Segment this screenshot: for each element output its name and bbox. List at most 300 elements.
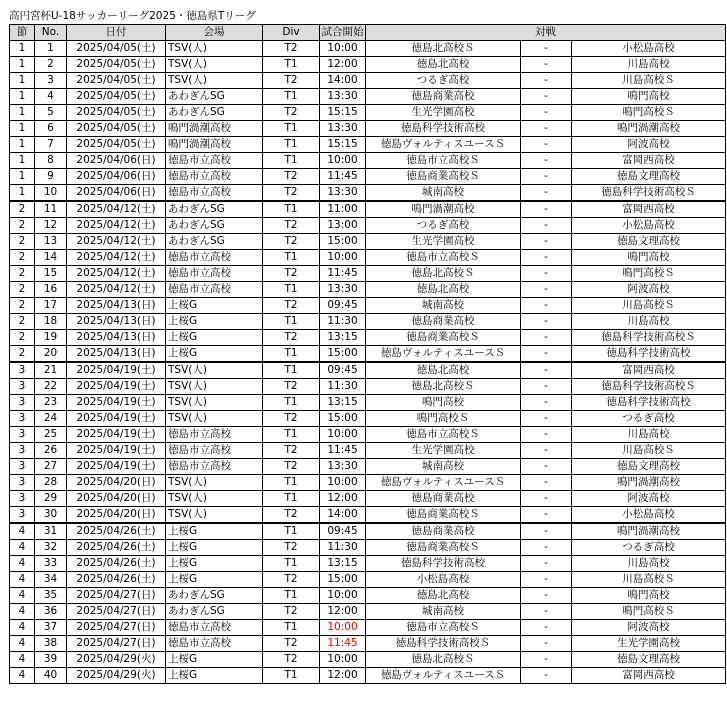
- cell-venue[interactable]: 上桜G: [166, 523, 263, 540]
- cell-sec[interactable]: 4: [10, 620, 35, 636]
- cell-div[interactable]: T2: [263, 330, 320, 346]
- cell-vs-dash[interactable]: -: [521, 234, 572, 250]
- cell-no[interactable]: 19: [35, 330, 67, 346]
- cell-away-team[interactable]: つるぎ高校: [572, 540, 726, 556]
- cell-date[interactable]: 2025/04/20(日): [67, 491, 166, 507]
- cell-time[interactable]: 13:15: [320, 556, 366, 572]
- cell-away-team[interactable]: 鳴門高校Ｓ: [572, 105, 726, 121]
- cell-date[interactable]: 2025/04/13(日): [67, 330, 166, 346]
- cell-date[interactable]: 2025/04/27(日): [67, 620, 166, 636]
- cell-vs-dash[interactable]: -: [521, 588, 572, 604]
- cell-venue[interactable]: 徳島市立高校: [166, 459, 263, 475]
- cell-time[interactable]: 15:00: [320, 234, 366, 250]
- cell-home-team[interactable]: 徳島商業高校Ｓ: [366, 169, 521, 185]
- cell-vs-dash[interactable]: -: [521, 556, 572, 572]
- cell-no[interactable]: 5: [35, 105, 67, 121]
- cell-no[interactable]: 38: [35, 636, 67, 652]
- cell-time[interactable]: 09:45: [320, 298, 366, 314]
- cell-div[interactable]: T2: [263, 73, 320, 89]
- cell-home-team[interactable]: 徳島科学技術高校: [366, 556, 521, 572]
- cell-venue[interactable]: TSV(人): [166, 362, 263, 379]
- cell-sec[interactable]: 3: [10, 475, 35, 491]
- cell-time[interactable]: 11:45: [320, 266, 366, 282]
- cell-time[interactable]: 11:45: [320, 443, 366, 459]
- cell-venue[interactable]: 上桜G: [166, 346, 263, 363]
- cell-away-team[interactable]: 富岡西高校: [572, 668, 726, 684]
- cell-sec[interactable]: 1: [10, 185, 35, 202]
- cell-no[interactable]: 32: [35, 540, 67, 556]
- cell-time[interactable]: 11:45: [320, 169, 366, 185]
- cell-venue[interactable]: あわぎんSG: [166, 201, 263, 218]
- cell-time[interactable]: 14:00: [320, 73, 366, 89]
- cell-venue[interactable]: 徳島市立高校: [166, 185, 263, 202]
- cell-venue[interactable]: 徳島市立高校: [166, 620, 263, 636]
- cell-home-team[interactable]: 徳島北高校Ｓ: [366, 652, 521, 668]
- cell-home-team[interactable]: 徳島ヴォルティスユースＳ: [366, 668, 521, 684]
- cell-div[interactable]: T1: [263, 427, 320, 443]
- cell-date[interactable]: 2025/04/12(土): [67, 201, 166, 218]
- cell-sec[interactable]: 4: [10, 652, 35, 668]
- cell-sec[interactable]: 3: [10, 395, 35, 411]
- cell-sec[interactable]: 2: [10, 234, 35, 250]
- cell-date[interactable]: 2025/04/26(土): [67, 523, 166, 540]
- cell-time[interactable]: 13:15: [320, 395, 366, 411]
- cell-venue[interactable]: 鳴門渦潮高校: [166, 137, 263, 153]
- cell-home-team[interactable]: 徳島商業高校Ｓ: [366, 330, 521, 346]
- cell-sec[interactable]: 2: [10, 218, 35, 234]
- cell-date[interactable]: 2025/04/12(土): [67, 282, 166, 298]
- cell-vs-dash[interactable]: -: [521, 620, 572, 636]
- cell-time[interactable]: 10:00: [320, 427, 366, 443]
- cell-time[interactable]: 13:00: [320, 218, 366, 234]
- cell-sec[interactable]: 3: [10, 507, 35, 524]
- cell-away-team[interactable]: 小松島高校: [572, 41, 726, 57]
- cell-time[interactable]: 13:30: [320, 282, 366, 298]
- cell-vs-dash[interactable]: -: [521, 572, 572, 588]
- cell-sec[interactable]: 2: [10, 266, 35, 282]
- cell-no[interactable]: 15: [35, 266, 67, 282]
- cell-vs-dash[interactable]: -: [521, 105, 572, 121]
- cell-no[interactable]: 35: [35, 588, 67, 604]
- cell-home-team[interactable]: 徳島商業高校: [366, 314, 521, 330]
- cell-home-team[interactable]: 城南高校: [366, 459, 521, 475]
- cell-away-team[interactable]: 阿波高校: [572, 282, 726, 298]
- cell-away-team[interactable]: 徳島文理高校: [572, 459, 726, 475]
- cell-vs-dash[interactable]: -: [521, 89, 572, 105]
- cell-div[interactable]: T1: [263, 314, 320, 330]
- cell-time[interactable]: 09:45: [320, 523, 366, 540]
- cell-sec[interactable]: 3: [10, 427, 35, 443]
- cell-div[interactable]: T2: [263, 266, 320, 282]
- cell-home-team[interactable]: 城南高校: [366, 185, 521, 202]
- header-date[interactable]: 日付: [67, 25, 166, 41]
- cell-date[interactable]: 2025/04/19(土): [67, 427, 166, 443]
- cell-away-team[interactable]: つるぎ高校: [572, 411, 726, 427]
- cell-away-team[interactable]: 徳島文理高校: [572, 234, 726, 250]
- cell-date[interactable]: 2025/04/26(土): [67, 540, 166, 556]
- cell-time[interactable]: 13:30: [320, 459, 366, 475]
- header-time[interactable]: 試合開始: [320, 25, 366, 41]
- cell-venue[interactable]: TSV(人): [166, 57, 263, 73]
- cell-away-team[interactable]: 徳島科学技術高校Ｓ: [572, 379, 726, 395]
- cell-div[interactable]: T2: [263, 298, 320, 314]
- cell-div[interactable]: T1: [263, 250, 320, 266]
- cell-time[interactable]: 13:30: [320, 121, 366, 137]
- cell-date[interactable]: 2025/04/26(土): [67, 572, 166, 588]
- cell-away-team[interactable]: 川島高校Ｓ: [572, 572, 726, 588]
- cell-sec[interactable]: 1: [10, 121, 35, 137]
- cell-venue[interactable]: 徳島市立高校: [166, 443, 263, 459]
- cell-home-team[interactable]: 徳島北高校Ｓ: [366, 379, 521, 395]
- cell-div[interactable]: T1: [263, 346, 320, 363]
- cell-date[interactable]: 2025/04/19(土): [67, 395, 166, 411]
- cell-away-team[interactable]: 鳴門渦潮高校: [572, 121, 726, 137]
- cell-venue[interactable]: TSV(人): [166, 379, 263, 395]
- cell-away-team[interactable]: 徳島科学技術高校: [572, 395, 726, 411]
- cell-no[interactable]: 4: [35, 89, 67, 105]
- cell-vs-dash[interactable]: -: [521, 185, 572, 202]
- cell-sec[interactable]: 3: [10, 459, 35, 475]
- cell-sec[interactable]: 2: [10, 250, 35, 266]
- cell-no[interactable]: 8: [35, 153, 67, 169]
- cell-no[interactable]: 20: [35, 346, 67, 363]
- cell-no[interactable]: 10: [35, 185, 67, 202]
- header-sec[interactable]: 節: [10, 25, 35, 41]
- cell-venue[interactable]: 鳴門渦潮高校: [166, 121, 263, 137]
- cell-venue[interactable]: 徳島市立高校: [166, 266, 263, 282]
- cell-div[interactable]: T1: [263, 153, 320, 169]
- cell-sec[interactable]: 3: [10, 379, 35, 395]
- cell-no[interactable]: 27: [35, 459, 67, 475]
- cell-div[interactable]: T2: [263, 459, 320, 475]
- cell-div[interactable]: T1: [263, 556, 320, 572]
- cell-div[interactable]: T2: [263, 507, 320, 524]
- cell-div[interactable]: T1: [263, 137, 320, 153]
- cell-sec[interactable]: 2: [10, 346, 35, 363]
- cell-home-team[interactable]: 徳島科学技術高校: [366, 121, 521, 137]
- cell-home-team[interactable]: 城南高校: [366, 298, 521, 314]
- cell-time[interactable]: 10:00: [320, 153, 366, 169]
- header-venue[interactable]: 会場: [166, 25, 263, 41]
- cell-home-team[interactable]: 徳島科学技術高校Ｓ: [366, 636, 521, 652]
- cell-home-team[interactable]: 徳島商業高校Ｓ: [366, 540, 521, 556]
- cell-sec[interactable]: 1: [10, 153, 35, 169]
- cell-date[interactable]: 2025/04/20(日): [67, 507, 166, 524]
- cell-sec[interactable]: 3: [10, 362, 35, 379]
- cell-div[interactable]: T2: [263, 652, 320, 668]
- cell-date[interactable]: 2025/04/05(土): [67, 73, 166, 89]
- cell-away-team[interactable]: 小松島高校: [572, 507, 726, 524]
- cell-time[interactable]: 10:00: [320, 250, 366, 266]
- cell-div[interactable]: T1: [263, 523, 320, 540]
- cell-time[interactable]: 11:30: [320, 314, 366, 330]
- cell-time[interactable]: 12:00: [320, 57, 366, 73]
- cell-venue[interactable]: 徳島市立高校: [166, 636, 263, 652]
- cell-no[interactable]: 26: [35, 443, 67, 459]
- cell-no[interactable]: 2: [35, 57, 67, 73]
- cell-sec[interactable]: 1: [10, 137, 35, 153]
- cell-vs-dash[interactable]: -: [521, 41, 572, 57]
- cell-no[interactable]: 25: [35, 427, 67, 443]
- cell-sec[interactable]: 4: [10, 604, 35, 620]
- cell-vs-dash[interactable]: -: [521, 346, 572, 363]
- cell-home-team[interactable]: 徳島北高校: [366, 282, 521, 298]
- cell-home-team[interactable]: 徳島北高校: [366, 588, 521, 604]
- cell-div[interactable]: T2: [263, 572, 320, 588]
- cell-date[interactable]: 2025/04/19(土): [67, 379, 166, 395]
- cell-div[interactable]: T2: [263, 604, 320, 620]
- cell-date[interactable]: 2025/04/19(土): [67, 443, 166, 459]
- cell-date[interactable]: 2025/04/05(土): [67, 137, 166, 153]
- cell-home-team[interactable]: 徳島商業高校: [366, 491, 521, 507]
- cell-div[interactable]: T1: [263, 89, 320, 105]
- cell-no[interactable]: 34: [35, 572, 67, 588]
- cell-no[interactable]: 1: [35, 41, 67, 57]
- cell-date[interactable]: 2025/04/06(日): [67, 185, 166, 202]
- cell-vs-dash[interactable]: -: [521, 395, 572, 411]
- cell-home-team[interactable]: 小松島高校: [366, 572, 521, 588]
- cell-away-team[interactable]: 小松島高校: [572, 218, 726, 234]
- cell-time[interactable]: 10:00: [320, 475, 366, 491]
- cell-venue[interactable]: TSV(人): [166, 411, 263, 427]
- cell-home-team[interactable]: 鳴門渦潮高校: [366, 201, 521, 218]
- cell-no[interactable]: 39: [35, 652, 67, 668]
- cell-no[interactable]: 37: [35, 620, 67, 636]
- cell-time[interactable]: 12:00: [320, 604, 366, 620]
- cell-div[interactable]: T2: [263, 185, 320, 202]
- cell-sec[interactable]: 1: [10, 41, 35, 57]
- cell-away-team[interactable]: 徳島科学技術高校Ｓ: [572, 330, 726, 346]
- cell-home-team[interactable]: 徳島市立高校Ｓ: [366, 153, 521, 169]
- cell-venue[interactable]: あわぎんSG: [166, 89, 263, 105]
- cell-time[interactable]: 10:00: [320, 652, 366, 668]
- cell-away-team[interactable]: 鳴門高校: [572, 250, 726, 266]
- cell-div[interactable]: T1: [263, 668, 320, 684]
- cell-venue[interactable]: あわぎんSG: [166, 234, 263, 250]
- cell-home-team[interactable]: 徳島ヴォルティスユースＳ: [366, 346, 521, 363]
- cell-away-team[interactable]: 川島高校Ｓ: [572, 73, 726, 89]
- cell-div[interactable]: T2: [263, 169, 320, 185]
- cell-home-team[interactable]: つるぎ高校: [366, 218, 521, 234]
- cell-no[interactable]: 30: [35, 507, 67, 524]
- cell-sec[interactable]: 3: [10, 411, 35, 427]
- cell-home-team[interactable]: 徳島市立高校Ｓ: [366, 620, 521, 636]
- cell-div[interactable]: T1: [263, 588, 320, 604]
- cell-away-team[interactable]: 徳島科学技術高校Ｓ: [572, 185, 726, 202]
- cell-vs-dash[interactable]: -: [521, 540, 572, 556]
- cell-home-team[interactable]: 鳴門高校: [366, 395, 521, 411]
- cell-div[interactable]: T1: [263, 620, 320, 636]
- cell-date[interactable]: 2025/04/05(土): [67, 121, 166, 137]
- cell-venue[interactable]: 徳島市立高校: [166, 282, 263, 298]
- cell-no[interactable]: 21: [35, 362, 67, 379]
- cell-vs-dash[interactable]: -: [521, 314, 572, 330]
- cell-div[interactable]: T2: [263, 41, 320, 57]
- cell-date[interactable]: 2025/04/05(土): [67, 57, 166, 73]
- cell-vs-dash[interactable]: -: [521, 475, 572, 491]
- cell-vs-dash[interactable]: -: [521, 668, 572, 684]
- cell-time[interactable]: 11:30: [320, 540, 366, 556]
- cell-date[interactable]: 2025/04/05(土): [67, 89, 166, 105]
- cell-div[interactable]: T2: [263, 218, 320, 234]
- cell-away-team[interactable]: 川島高校: [572, 556, 726, 572]
- cell-date[interactable]: 2025/04/05(土): [67, 105, 166, 121]
- cell-sec[interactable]: 1: [10, 57, 35, 73]
- cell-div[interactable]: T1: [263, 57, 320, 73]
- cell-div[interactable]: T2: [263, 379, 320, 395]
- cell-no[interactable]: 6: [35, 121, 67, 137]
- cell-div[interactable]: T2: [263, 411, 320, 427]
- cell-no[interactable]: 31: [35, 523, 67, 540]
- cell-div[interactable]: T2: [263, 105, 320, 121]
- cell-sec[interactable]: 3: [10, 491, 35, 507]
- cell-venue[interactable]: TSV(人): [166, 73, 263, 89]
- cell-vs-dash[interactable]: -: [521, 427, 572, 443]
- cell-no[interactable]: 3: [35, 73, 67, 89]
- cell-vs-dash[interactable]: -: [521, 201, 572, 218]
- cell-date[interactable]: 2025/04/12(土): [67, 234, 166, 250]
- cell-away-team[interactable]: 富岡西高校: [572, 153, 726, 169]
- cell-date[interactable]: 2025/04/20(日): [67, 475, 166, 491]
- cell-div[interactable]: T1: [263, 282, 320, 298]
- cell-away-team[interactable]: 鳴門渦潮高校: [572, 523, 726, 540]
- cell-venue[interactable]: 徳島市立高校: [166, 427, 263, 443]
- cell-away-team[interactable]: 鳴門高校Ｓ: [572, 604, 726, 620]
- cell-home-team[interactable]: 徳島北高校Ｓ: [366, 41, 521, 57]
- cell-venue[interactable]: 上桜G: [166, 668, 263, 684]
- cell-div[interactable]: T2: [263, 636, 320, 652]
- cell-home-team[interactable]: 徳島商業高校Ｓ: [366, 507, 521, 524]
- cell-vs-dash[interactable]: -: [521, 73, 572, 89]
- cell-venue[interactable]: 上桜G: [166, 652, 263, 668]
- header-match[interactable]: 対戦: [366, 25, 726, 41]
- cell-away-team[interactable]: 鳴門高校: [572, 89, 726, 105]
- cell-home-team[interactable]: 徳島市立高校Ｓ: [366, 250, 521, 266]
- cell-vs-dash[interactable]: -: [521, 121, 572, 137]
- cell-vs-dash[interactable]: -: [521, 153, 572, 169]
- cell-time[interactable]: 09:45: [320, 362, 366, 379]
- cell-date[interactable]: 2025/04/05(土): [67, 41, 166, 57]
- cell-date[interactable]: 2025/04/27(日): [67, 604, 166, 620]
- cell-home-team[interactable]: 鳴門高校Ｓ: [366, 411, 521, 427]
- cell-no[interactable]: 18: [35, 314, 67, 330]
- cell-vs-dash[interactable]: -: [521, 443, 572, 459]
- cell-home-team[interactable]: 徳島商業高校: [366, 89, 521, 105]
- cell-sec[interactable]: 1: [10, 105, 35, 121]
- cell-venue[interactable]: あわぎんSG: [166, 105, 263, 121]
- cell-no[interactable]: 7: [35, 137, 67, 153]
- cell-venue[interactable]: 上桜G: [166, 330, 263, 346]
- cell-time[interactable]: 15:00: [320, 346, 366, 363]
- cell-no[interactable]: 33: [35, 556, 67, 572]
- cell-time[interactable]: 13:30: [320, 89, 366, 105]
- cell-time[interactable]: 15:15: [320, 137, 366, 153]
- cell-vs-dash[interactable]: -: [521, 459, 572, 475]
- cell-home-team[interactable]: 生光学園高校: [366, 234, 521, 250]
- cell-vs-dash[interactable]: -: [521, 604, 572, 620]
- cell-away-team[interactable]: 生光学園高校: [572, 636, 726, 652]
- cell-no[interactable]: 13: [35, 234, 67, 250]
- cell-sec[interactable]: 3: [10, 443, 35, 459]
- cell-away-team[interactable]: 阿波高校: [572, 137, 726, 153]
- cell-away-team[interactable]: 阿波高校: [572, 491, 726, 507]
- cell-home-team[interactable]: 徳島市立高校Ｓ: [366, 427, 521, 443]
- cell-time[interactable]: 13:30: [320, 185, 366, 202]
- cell-venue[interactable]: 上桜G: [166, 540, 263, 556]
- cell-sec[interactable]: 1: [10, 73, 35, 89]
- cell-time[interactable]: 15:00: [320, 572, 366, 588]
- cell-away-team[interactable]: 鳴門高校Ｓ: [572, 266, 726, 282]
- cell-vs-dash[interactable]: -: [521, 330, 572, 346]
- cell-date[interactable]: 2025/04/06(日): [67, 153, 166, 169]
- cell-date[interactable]: 2025/04/13(日): [67, 314, 166, 330]
- cell-venue[interactable]: 徳島市立高校: [166, 169, 263, 185]
- cell-div[interactable]: T2: [263, 540, 320, 556]
- cell-no[interactable]: 11: [35, 201, 67, 218]
- cell-no[interactable]: 23: [35, 395, 67, 411]
- cell-away-team[interactable]: 徳島文理高校: [572, 169, 726, 185]
- cell-venue[interactable]: あわぎんSG: [166, 588, 263, 604]
- cell-time[interactable]: 12:00: [320, 491, 366, 507]
- cell-venue[interactable]: 上桜G: [166, 314, 263, 330]
- cell-sec[interactable]: 2: [10, 201, 35, 218]
- cell-home-team[interactable]: つるぎ高校: [366, 73, 521, 89]
- cell-away-team[interactable]: 川島高校Ｓ: [572, 298, 726, 314]
- cell-sec[interactable]: 4: [10, 523, 35, 540]
- cell-no[interactable]: 14: [35, 250, 67, 266]
- cell-date[interactable]: 2025/04/29(火): [67, 668, 166, 684]
- cell-date[interactable]: 2025/04/13(日): [67, 298, 166, 314]
- cell-no[interactable]: 36: [35, 604, 67, 620]
- cell-home-team[interactable]: 徳島ヴォルティスユースＳ: [366, 475, 521, 491]
- cell-vs-dash[interactable]: -: [521, 652, 572, 668]
- cell-time[interactable]: 15:00: [320, 411, 366, 427]
- cell-time[interactable]: 10:00: [320, 588, 366, 604]
- cell-sec[interactable]: 4: [10, 636, 35, 652]
- cell-sec[interactable]: 4: [10, 668, 35, 684]
- cell-vs-dash[interactable]: -: [521, 411, 572, 427]
- cell-div[interactable]: T1: [263, 475, 320, 491]
- cell-date[interactable]: 2025/04/27(日): [67, 588, 166, 604]
- cell-home-team[interactable]: 生光学園高校: [366, 443, 521, 459]
- cell-no[interactable]: 9: [35, 169, 67, 185]
- cell-date[interactable]: 2025/04/12(土): [67, 266, 166, 282]
- cell-date[interactable]: 2025/04/19(土): [67, 362, 166, 379]
- cell-home-team[interactable]: 徳島北高校: [366, 362, 521, 379]
- cell-venue[interactable]: TSV(人): [166, 41, 263, 57]
- cell-sec[interactable]: 4: [10, 588, 35, 604]
- cell-away-team[interactable]: 富岡西高校: [572, 201, 726, 218]
- cell-venue[interactable]: 徳島市立高校: [166, 153, 263, 169]
- cell-vs-dash[interactable]: -: [521, 379, 572, 395]
- cell-home-team[interactable]: 徳島商業高校: [366, 523, 521, 540]
- cell-date[interactable]: 2025/04/26(土): [67, 556, 166, 572]
- cell-sec[interactable]: 2: [10, 298, 35, 314]
- cell-div[interactable]: T1: [263, 121, 320, 137]
- cell-home-team[interactable]: 城南高校: [366, 604, 521, 620]
- cell-date[interactable]: 2025/04/29(火): [67, 652, 166, 668]
- cell-vs-dash[interactable]: -: [521, 218, 572, 234]
- cell-away-team[interactable]: 鳴門高校: [572, 588, 726, 604]
- cell-venue[interactable]: TSV(人): [166, 491, 263, 507]
- cell-vs-dash[interactable]: -: [521, 250, 572, 266]
- cell-vs-dash[interactable]: -: [521, 491, 572, 507]
- cell-sec[interactable]: 1: [10, 89, 35, 105]
- cell-date[interactable]: 2025/04/13(日): [67, 346, 166, 363]
- cell-no[interactable]: 16: [35, 282, 67, 298]
- cell-time[interactable]: 11:00: [320, 201, 366, 218]
- cell-time[interactable]: 11:30: [320, 379, 366, 395]
